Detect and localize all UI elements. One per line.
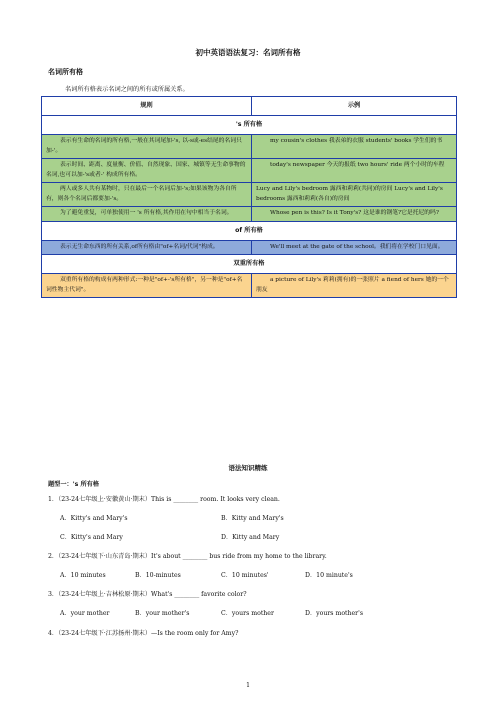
section-row — [42, 116, 457, 135]
intro-text: 名词所有格表示名词之间的所有或所属关系。 — [65, 86, 189, 93]
question-3-option-a: A．your mother — [60, 610, 110, 617]
rule-cell: 表示无生命东西的所有关系,of所有格由"of+名词/代词"构成。 — [42, 240, 252, 255]
question-1-option-c: C．Kitty's and Mary — [60, 534, 123, 541]
question-2-option-a: A．10 minutes — [60, 572, 106, 579]
rule-cell: 为了避免重复，可单独使用一 's 所有格,其作用在句中相当于名词。 — [42, 207, 252, 222]
question-type-heading: 题型一：'s 所有格 — [48, 481, 100, 488]
table-row — [42, 274, 457, 298]
example-cell: Lucy and Lily's bedroom 露西和莉莉(共同)的房间 Lucy's and Lily's bedrooms 露西和莉莉(各自)的房间 — [252, 183, 457, 207]
table-header-row — [42, 97, 457, 116]
example-cell: We'll meet at the gate of the school。我们将在学校门口见面。 — [252, 240, 457, 255]
column-header-rule: 规则 — [42, 97, 252, 116]
rule-cell: 表示有生命的名词的所有格,一般在其词尾加-'s, 以-s或-es结尾的名词只加-'。 — [42, 135, 252, 159]
question-3-option-c: C．yours mother — [221, 610, 274, 617]
section-row — [42, 221, 457, 240]
question-2-option-d: D．10 minute's — [305, 572, 353, 579]
question-1-option-b: B．Kitty and Mary's — [221, 515, 284, 522]
question-2-option-c: C．10 minutes' — [221, 572, 269, 579]
rule-cell: 两人或多人共有某物时，只在最后一个名词后加-'s;如果该物为各自所有，则各个名词后都要加-'s。 — [42, 183, 252, 207]
example-cell: a picture of Lily's 莉莉(拥有)的一张照片 a fiend of hers 她的一个朋友 — [252, 274, 457, 298]
table-row — [42, 240, 457, 255]
section-heading-double-possessive: 双重所有格 — [42, 255, 457, 274]
section-heading-s-possessive: 's 所有格 — [42, 116, 457, 135]
question-3-option-b: B．your mother's — [135, 610, 190, 617]
rule-cell: 表示时间、距离、度量衡、价值、自然现象、国家、城镇等无生命事物的名词,也可以加-'s或者-' 构成所有格。 — [42, 159, 252, 183]
column-header-example: 示例 — [252, 97, 457, 116]
question-1-stem: 1．（23-24七年级上·安徽黄山·期末）This is ________ room. It looks very clean. — [48, 496, 280, 503]
table-row — [42, 183, 457, 207]
table-row — [42, 159, 457, 183]
page-number: 1 — [246, 682, 250, 689]
question-1-option-d: D．Kitty and Mary — [221, 534, 280, 541]
section-heading-of-possessive: of 所有格 — [42, 221, 457, 240]
example-cell: today's newspaper 今天的报纸 two hours' ride 两个小时的车程 — [252, 159, 457, 183]
question-2-option-b: B．10-minutes — [135, 572, 181, 579]
grammar-table — [41, 96, 457, 298]
question-3-option-d: D．yours mother's — [305, 610, 364, 617]
question-3-stem: 3．（23-24七年级上·吉林松原·期末）What's ________ favorite color? — [48, 591, 247, 598]
practice-heading: 语法知识精练 — [228, 464, 268, 472]
question-2-stem: 2．（23-24七年级下·山东青岛·期末）It's about ________ bus ride from my home to the library. — [48, 553, 327, 560]
example-cell: my cousin's clothes 我表弟的衣服 students' books 学生们的书 — [252, 135, 457, 159]
rule-cell: 双重所有格的构成有两种形式:一种是"of+-'s所有格"，另一种是"of+名词性物主代词"。 — [42, 274, 252, 298]
table-row — [42, 207, 457, 222]
question-1-option-a: A．Kitty's and Mary's — [60, 515, 128, 522]
question-4-stem: 4．（23-24七年级下·江苏扬州·期末）—Is the room only for Amy? — [48, 630, 239, 637]
example-cell: Whose pen is this? Is it Tony's? 这是谁的钢笔?它是托尼的吗? — [252, 207, 457, 222]
table-row — [42, 135, 457, 159]
section-heading: 名词所有格 — [48, 68, 83, 76]
document-title: 初中英语语法复习：名词所有格 — [195, 48, 301, 57]
section-row — [42, 255, 457, 274]
